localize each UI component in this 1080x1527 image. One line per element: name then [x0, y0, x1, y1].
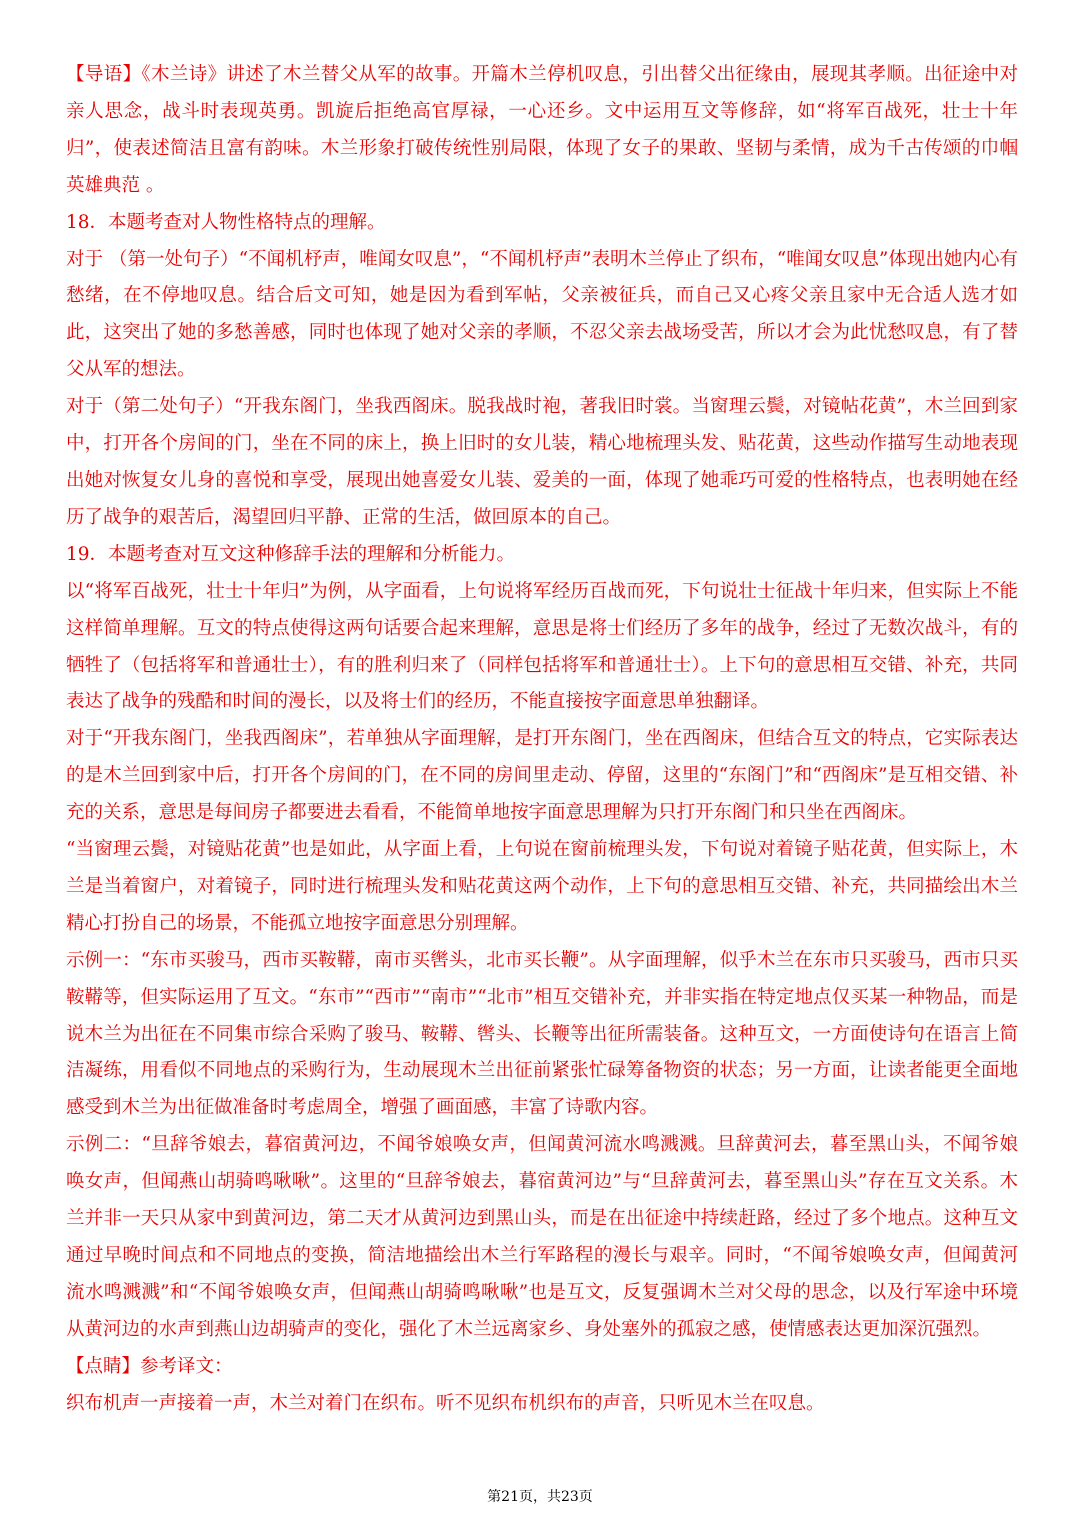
question-18-analysis-1: 对于 （第一处句子）“不闻机杼声，唯闻女叹息”，“不闻机杼声”表明木兰停止了织布，“唯闻女叹息”体现出她内心有愁绪，在不停地叹息。结合后文可知，她是因为看到军帖，父亲被征兵，而自己又心疼父亲且家中无合适人选才如此，这突出了她的多愁善感，同时也体现了她对父亲的孝顺，不忍父亲去战场受苦，所以才会为此忧愁叹息，有了替父从军的想法。	[66, 248, 1018, 381]
translation-paragraph: 织布机声一声接着一声，木兰对着门在织布。听不见织布机织布的声音，只听见木兰在叹息。	[66, 1392, 825, 1414]
question-19-heading: 19．本题考查对互文这种修辞手法的理解和分析能力。	[66, 543, 516, 565]
reference-translation-heading: 【点睛】参考译文：	[66, 1355, 233, 1377]
answer-content	[66, 57, 1018, 1423]
page-number-footer: 第21页，共23页	[487, 1489, 593, 1505]
question-19-analysis-3: “当窗理云鬓，对镜贴花黄”也是如此，从字面上看，上句说在窗前梳理头发，下句说对着镜子贴花黄，但实际上，木兰是当着窗户，对着镜子，同时进行梳理头发和贴花黄这两个动作，上下句的意思相互交错、补充，共同描绘出木兰精心打扮自己的场景，不能孤立地按字面意思分别理解。	[66, 839, 1018, 934]
intro-paragraph: 【导语】《木兰诗》讲述了木兰替父从军的故事。开篇木兰停机叹息，引出替父出征缘由，展现其孝顺。出征途中对亲人思念，战斗时表现英勇。凯旋后拒绝高官厚禄，一心还乡。文中运用互文等修辞，如“将军百战死，壮士十年归”，使表述简洁且富有韵味。木兰形象打破传统性别局限，体现了女子的果敢、坚韧与柔情，成为千古传颂的巾帼英雄典范 。	[66, 64, 1018, 196]
question-18-analysis-2: 对于（第二处句子）“开我东阁门，坐我西阁床。脱我战时袍，著我旧时裳。当窗理云鬓，对镜帖花黄”，木兰回到家中，打开各个房间的门，坐在不同的床上，换上旧时的女儿装，精心地梳理头发、贴花黄，这些动作描写生动地表现出她对恢复女儿身的喜悦和享受，展现出她喜爱女儿装、爱美的一面，体现了她乖巧可爱的性格特点，也表明她在经历了战争的艰苦后，渴望回归平静、正常的生活，做回原本的自己。	[66, 396, 1018, 528]
question-19-analysis-2: 对于“开我东阁门，坐我西阁床”，若单独从字面理解，是打开东阁门，坐在西阁床，但结合互文的特点，它实际表达的是木兰回到家中后，打开各个房间的门，在不同的房间里走动、停留，这里的“东阁门”和“西阁床”是互相交错、补充的关系，意思是每间房子都要进去看看，不能简单地按字面意思理解为只打开东阁门和只坐在西阁床。	[66, 728, 1018, 824]
example-2-paragraph: 示例二：“旦辞爷娘去，暮宿黄河边，不闻爷娘唤女声，但闻黄河流水鸣溅溅。旦辞黄河去，暮至黑山头，不闻爷娘唤女声，但闻燕山胡骑鸣啾啾”。这里的“旦辞爷娘去，暮宿黄河边”与“旦辞黄河去，暮至黑山头”存在互文关系。木兰并非一天只从家中到黄河边，第二天才从黄河边到黑山头，而是在出征途中持续赶路，经过了多个地点。这种互文通过早晚时间点和不同地点的变换，简洁地描绘出木兰行军路程的漫长与艰辛。同时，“不闻爷娘唤女声，但闻黄河流水鸣溅溅”和“不闻爷娘唤女声，但闻燕山胡骑鸣啾啾”也是互文，反复强调木兰对父母的思念，以及行军途中环境从黄河边的水声到燕山边胡骑声的变化，强化了木兰远离家乡、身处塞外的孤寂之感，使情感表达更加深沉强烈。	[66, 1134, 1018, 1340]
question-18-heading: 18．本题考查对人物性格特点的理解。	[66, 211, 386, 233]
question-19-analysis-1: 以“将军百战死，壮士十年归”为例，从字面看，上句说将军经历百战而死，下句说壮士征战十年归来，但实际上不能这样简单理解。互文的特点使得这两句话要合起来理解，意思是将士们经历了多年的战争，经过了无数次战斗，有的牺牲了（包括将军和普通壮士），有的胜利归来了（同样包括将军和普通壮士）。上下句的意思相互交错、补充，共同表达了战争的残酷和时间的漫长，以及将士们的经历，不能直接按字面意思单独翻译。	[66, 580, 1018, 713]
example-1-paragraph: 示例一：“东市买骏马，西市买鞍鞯，南市买辔头，北市买长鞭”。从字面理解，似乎木兰在东市只买骏马，西市只买鞍鞯等，但实际运用了互文。“东市”“西市”“南市”“北市”相互交错补充，并非实指在特定地点仅买某一种物品，而是说木兰为出征在不同集市综合采购了骏马、鞍鞯、辔头、长鞭等出征所需装备。这种互文，一方面使诗句在语言上简洁凝练，用看似不同地点的采购行为，生动展现木兰出征前紧张忙碌筹备物资的状态；另一方面，让读者能更全面地感受到木兰为出征做准备时考虑周全，增强了画面感，丰富了诗歌内容。	[66, 949, 1018, 1119]
